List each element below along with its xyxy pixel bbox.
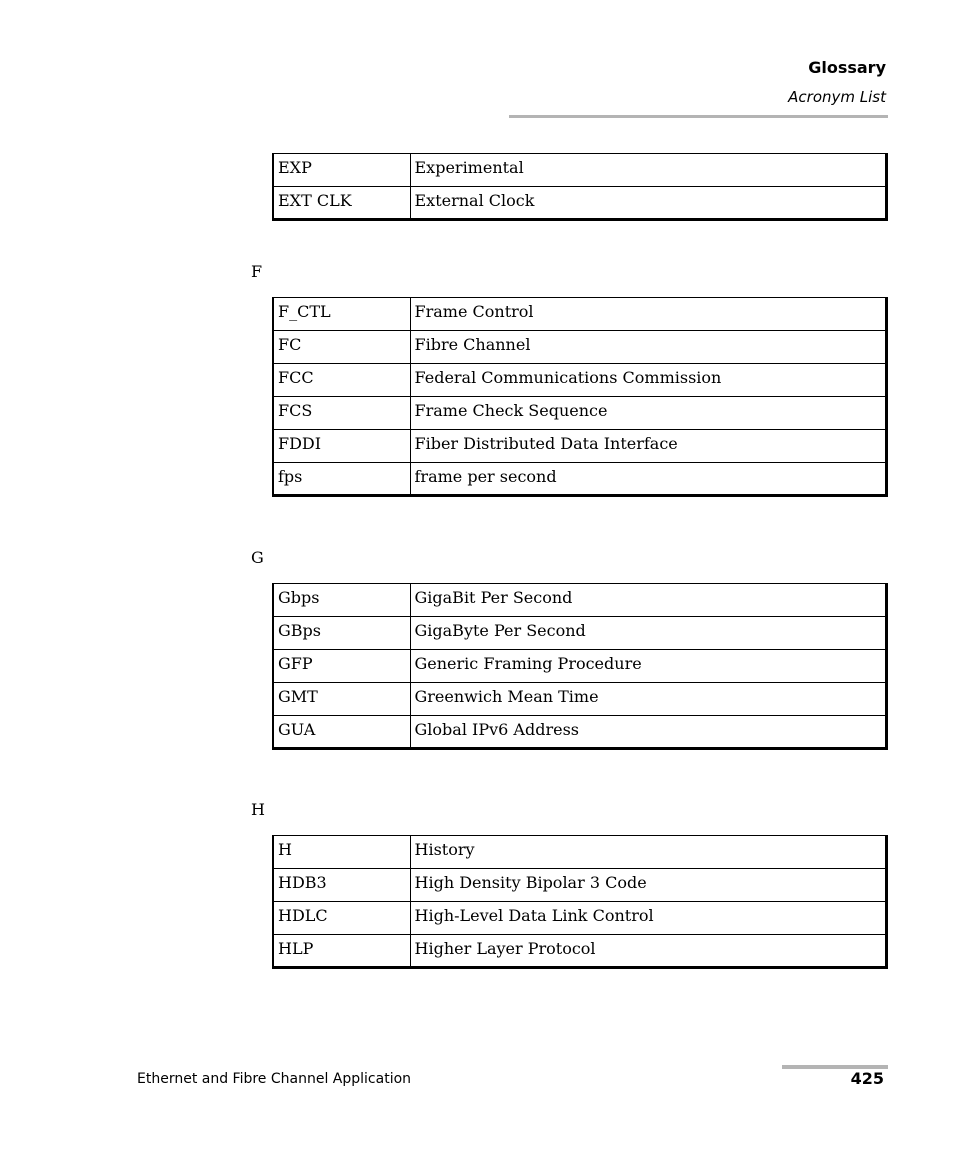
table-row <box>273 935 887 968</box>
table-row <box>273 463 887 496</box>
table-row <box>273 716 887 749</box>
table-row <box>273 298 887 331</box>
definition-cell: Fiber Distributed Data Interface <box>410 430 887 463</box>
section-heading-g: G <box>251 548 264 567</box>
acronym-table-h <box>272 835 888 969</box>
definition-cell: Greenwich Mean Time <box>410 683 887 716</box>
definition-cell: Experimental <box>410 154 887 187</box>
definition-cell: High-Level Data Link Control <box>410 902 887 935</box>
acronym-cell: HLP <box>273 935 410 968</box>
acronym-cell: GBps <box>273 617 410 650</box>
acronym-table-g <box>272 583 888 750</box>
definition-cell: GigaBit Per Second <box>410 584 887 617</box>
definition-cell: High Density Bipolar 3 Code <box>410 869 887 902</box>
acronym-cell: F_CTL <box>273 298 410 331</box>
acronym-cell: EXP <box>273 154 410 187</box>
table-row <box>273 430 887 463</box>
definition-cell: Global IPv6 Address <box>410 716 887 749</box>
definition-cell: Frame Check Sequence <box>410 397 887 430</box>
acronym-cell: GUA <box>273 716 410 749</box>
definition-cell: Federal Communications Commission <box>410 364 887 397</box>
acronym-cell: EXT CLK <box>273 187 410 220</box>
page-number: 425 <box>850 1069 884 1088</box>
acronym-cell: FDDI <box>273 430 410 463</box>
running-header-title: Glossary <box>808 58 886 77</box>
table-row <box>273 650 887 683</box>
section-heading-f: F <box>251 262 263 281</box>
definition-cell: History <box>410 836 887 869</box>
acronym-table-f <box>272 297 888 497</box>
definition-cell: frame per second <box>410 463 887 496</box>
acronym-cell: HDLC <box>273 902 410 935</box>
acronym-cell: GMT <box>273 683 410 716</box>
definition-cell: External Clock <box>410 187 887 220</box>
section-heading-h: H <box>251 800 265 819</box>
table-row <box>273 187 887 220</box>
definition-cell: Higher Layer Protocol <box>410 935 887 968</box>
definition-cell: GigaByte Per Second <box>410 617 887 650</box>
acronym-cell: FC <box>273 331 410 364</box>
table-row <box>273 584 887 617</box>
table-row <box>273 397 887 430</box>
acronym-cell: GFP <box>273 650 410 683</box>
header-rule <box>509 115 888 118</box>
table-row <box>273 869 887 902</box>
table-row <box>273 617 887 650</box>
table-row <box>273 902 887 935</box>
running-header-subtitle: Acronym List <box>788 88 886 106</box>
table-row <box>273 364 887 397</box>
definition-cell: Generic Framing Procedure <box>410 650 887 683</box>
acronym-cell: FCS <box>273 397 410 430</box>
acronym-cell: FCC <box>273 364 410 397</box>
footer-document-title: Ethernet and Fibre Channel Application <box>137 1071 412 1087</box>
acronym-cell: H <box>273 836 410 869</box>
acronym-cell: fps <box>273 463 410 496</box>
table-row <box>273 154 887 187</box>
acronym-cell: Gbps <box>273 584 410 617</box>
table-row <box>273 331 887 364</box>
acronym-table-e <box>272 153 888 221</box>
acronym-cell: HDB3 <box>273 869 410 902</box>
definition-cell: Frame Control <box>410 298 887 331</box>
definition-cell: Fibre Channel <box>410 331 887 364</box>
table-row <box>273 836 887 869</box>
table-row <box>273 683 887 716</box>
